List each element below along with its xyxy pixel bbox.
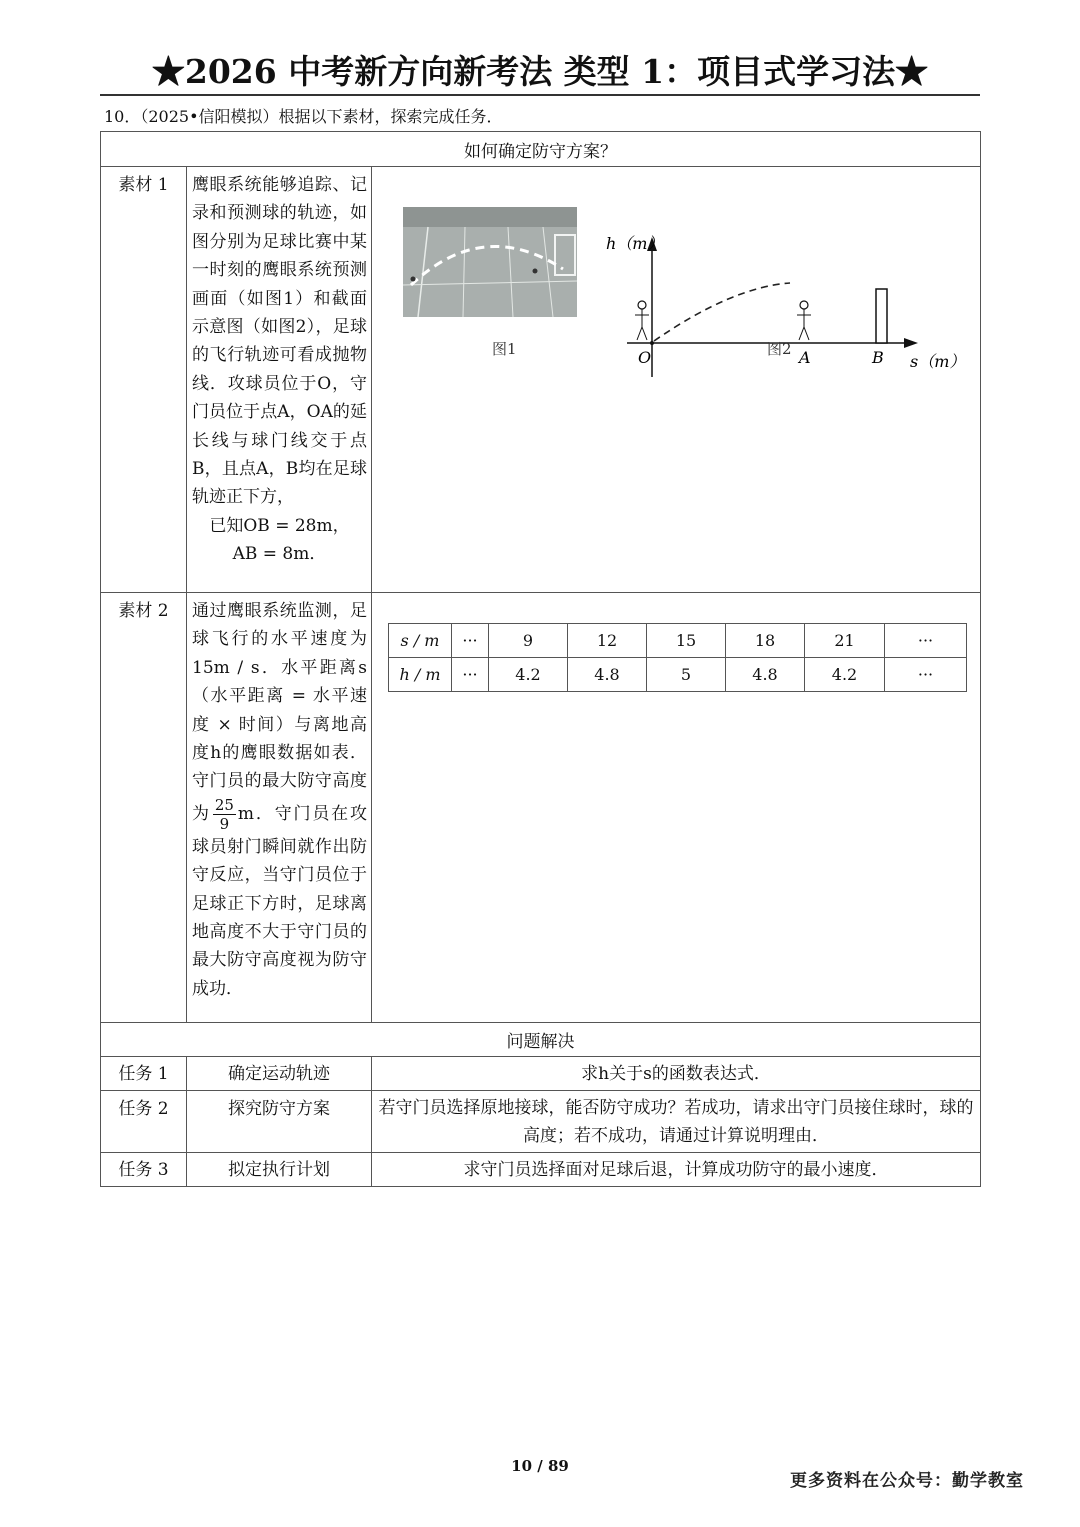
materials-table <box>100 131 981 1187</box>
table-cell: h / m <box>389 658 452 692</box>
task1-label: 任务 1 <box>101 1057 187 1091</box>
fraction-25-9: $\frac{25}{9}$ <box>214 795 234 833</box>
question-stem: 10．（2025•信阳模拟）根据以下素材，探索完成任务． <box>104 107 503 126</box>
x-axis-label: s（m） <box>910 352 966 371</box>
point-b-label: B <box>872 348 884 367</box>
table-cell: 4.8 <box>726 658 805 692</box>
task2-name: 探究防守方案 <box>187 1091 372 1153</box>
material1-body: 鹰眼系统能够追踪、记录和预测球的轨迹，如图分别为足球比赛中某一时刻的鹰眼系统预测画面（如图1）和截面示意图（如图2），足球的飞行轨迹可看成抛物线．攻球员位于O，守门员位于点A，OA的延长线与球门线交于点B，且点A，B均在足球轨迹正下方， <box>192 175 367 508</box>
table-cell: 12 <box>568 624 647 658</box>
material1-text <box>187 167 372 593</box>
table-cell: 4.2 <box>489 658 568 692</box>
task2-content: 若守门员选择原地接球，能否防守成功？若成功，请求出守门员接住球时，球的高度；若不成功，请通过计算说明理由． <box>372 1091 981 1153</box>
soccer-field-image <box>403 207 577 317</box>
footer-note: 更多资料在公众号：勤学教室 <box>790 1471 1024 1491</box>
y-axis-label: h（m） <box>606 234 664 253</box>
material2-label: 素材 2 <box>101 593 187 1023</box>
table-cell: ··· <box>885 624 967 658</box>
hawkeye-photo <box>403 207 577 317</box>
table-title: 如何确定防守方案？ <box>101 132 981 167</box>
point-a-label: A <box>799 348 811 367</box>
task3-name: 拟定执行计划 <box>187 1153 372 1187</box>
fig1-caption: 图1 <box>492 340 517 358</box>
task2-label: 任务 2 <box>101 1091 187 1153</box>
table-cell: ··· <box>885 658 967 692</box>
material2-body-2: m．守门员在攻球员射门瞬间就作出防守反应，当守门员位于足球正下方时，足球离地高度不大于守门员的最大防守高度视为防守成功． <box>192 803 367 999</box>
material2-text <box>187 593 372 1023</box>
table-cell: 9 <box>489 624 568 658</box>
material1-ab: AB = 8m． <box>232 544 327 565</box>
table-cell: s / m <box>389 624 452 658</box>
page-number: 10 / 89 <box>511 1457 569 1475</box>
task3-label: 任务 3 <box>101 1153 187 1187</box>
material2-data <box>372 593 981 1023</box>
table-cell: ··· <box>452 624 489 658</box>
table-cell: 18 <box>726 624 805 658</box>
material1-ob: 已知OB = 28m， <box>209 515 350 536</box>
material2-body-1: 通过鹰眼系统监测，足球飞行的水平速度为15m / s．水平距离s（水平距离 = 水平速度 × 时间）与离地高度h的鹰眼数据如表．守门员的最大防守高度为 <box>192 601 367 824</box>
table-cell: 21 <box>805 624 885 658</box>
table-cell: 4.8 <box>568 658 647 692</box>
page-title: ★2026 中考新方向新考法 类型 1：项目式学习法★ <box>100 50 980 96</box>
table-cell: ··· <box>452 658 489 692</box>
fig2-caption: 图2 <box>767 340 792 358</box>
point-o-label: O <box>638 348 652 367</box>
task1-content: 求h关于s的函数表达式． <box>372 1057 981 1091</box>
hawkeye-data-table <box>388 623 967 692</box>
table-cell: 5 <box>647 658 726 692</box>
table-cell: 4.2 <box>805 658 885 692</box>
table-cell: 15 <box>647 624 726 658</box>
solve-title: 问题解决 <box>101 1023 981 1057</box>
task3-content: 求守门员选择面对足球后退，计算成功防守的最小速度． <box>372 1153 981 1187</box>
material1-label: 素材 1 <box>101 167 187 593</box>
task1-name: 确定运动轨迹 <box>187 1057 372 1091</box>
material1-figures <box>372 167 981 593</box>
